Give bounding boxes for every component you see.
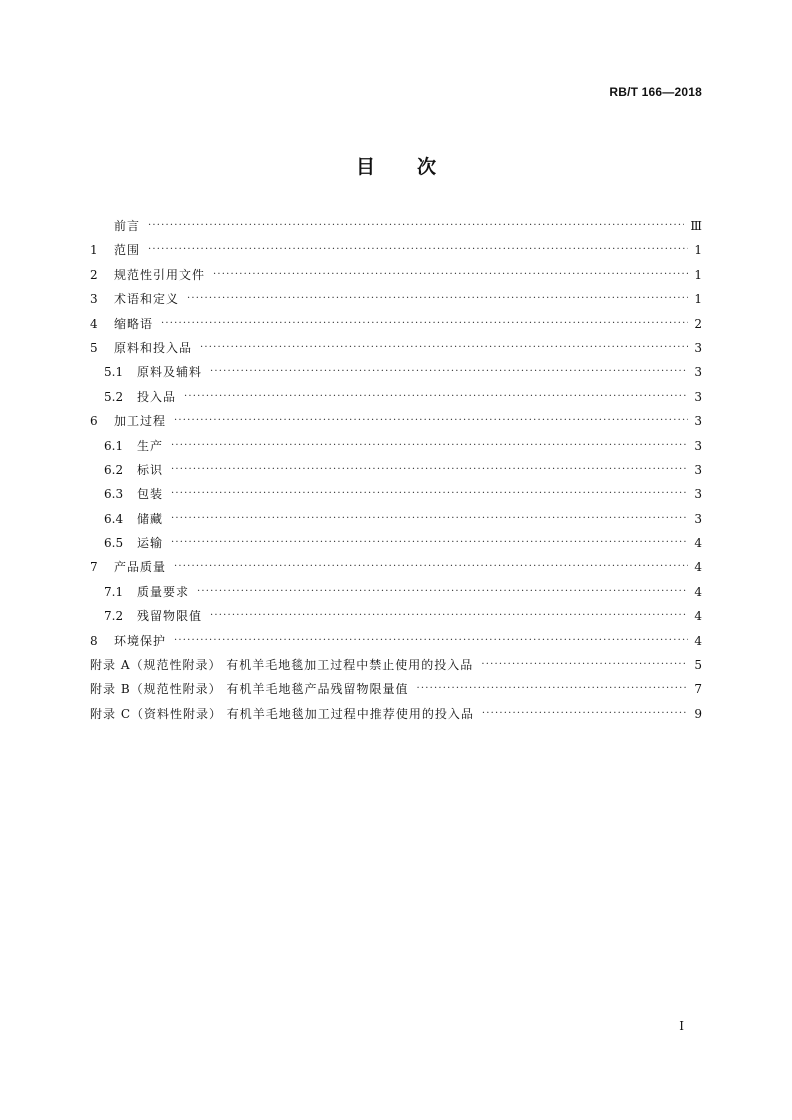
toc-leader [174,555,688,579]
toc-leader [171,531,688,555]
toc-row[interactable] [90,312,702,336]
toc-row[interactable] [90,434,702,458]
toc-label: 质量要求 [137,584,190,599]
toc-label: 投入品 [137,389,177,404]
toc-leader [187,287,688,311]
toc-page: 3 [694,438,702,453]
toc-row[interactable] [90,336,702,360]
toc-row-appendix-c[interactable] [90,702,702,726]
toc-page: 3 [694,487,702,502]
toc-leader [482,702,689,726]
toc-label: 标识 [137,462,164,477]
toc-label: 运输 [137,536,164,551]
toc-page: 1 [694,267,702,282]
toc-number: 1 [90,243,98,258]
toc-page: 4 [694,560,702,575]
toc-row[interactable] [90,531,702,555]
toc-page: 4 [694,536,702,551]
toc-row[interactable] [90,482,702,506]
toc-leader [210,604,688,628]
toc-number: 6.5 [104,536,124,551]
toc-number: 4 [90,316,98,331]
toc-label: 原料和投入品 [114,340,193,355]
toc-label: 储藏 [137,511,164,526]
toc-leader [481,653,688,677]
toc-page: 1 [694,292,702,307]
page-title: 目次 [355,156,478,178]
toc-row-appendix-b[interactable] [90,677,702,701]
toc-label: 术语和定义 [114,292,180,307]
toc-leader [171,482,688,506]
toc-label: 范围 [114,243,141,258]
toc-page: 2 [694,316,702,331]
toc-row[interactable] [90,214,702,238]
toc-row[interactable] [90,238,702,262]
toc-row[interactable] [90,287,702,311]
toc-row-appendix-a[interactable] [90,653,702,677]
toc-leader [197,580,688,604]
toc-leader [174,629,688,653]
toc-number: 5.2 [104,389,124,404]
toc-number: 7.2 [104,609,124,624]
toc-page: 3 [694,414,702,429]
toc-row[interactable] [90,385,702,409]
toc-row[interactable] [90,555,702,579]
toc-label: 环境保护 [114,633,167,648]
toc-leader [416,677,688,701]
standard-code: RB/T 166—2018 [609,85,702,99]
toc-label: 包装 [137,487,164,502]
toc-leader [161,312,688,336]
toc-number: 5.1 [104,365,124,380]
toc-number: 5 [90,340,98,355]
toc-number: 6.4 [104,511,124,526]
toc-label: 残留物限值 [137,609,203,624]
toc-label: 加工过程 [114,414,167,429]
toc-leader [210,360,688,384]
toc-page: 4 [694,584,702,599]
toc-row[interactable] [90,580,702,604]
toc-page: 7 [694,682,702,697]
toc-number: 7.1 [104,584,124,599]
toc-number: 2 [90,267,98,282]
toc-number: 6.3 [104,487,124,502]
toc-number: 8 [90,633,98,648]
page-number: I [679,1019,684,1033]
toc-label: 前言 [114,219,141,233]
toc-label: 缩略语 [114,316,154,331]
toc-page: 3 [694,511,702,526]
toc-label: 原料及辅料 [137,365,203,380]
toc-label: 附录 A（规范性附录） 有机羊毛地毯加工过程中禁止使用的投入品 [90,658,474,673]
toc-row[interactable] [90,263,702,287]
toc-page: 5 [694,658,702,673]
toc-number: 7 [90,560,98,575]
toc-page: 1 [694,243,702,258]
toc-page: 3 [694,389,702,404]
toc-leader [148,214,684,238]
toc-leader [148,238,688,262]
toc-row[interactable] [90,360,702,384]
toc-leader [200,336,688,360]
toc-number: 6.1 [104,438,124,453]
toc-page: 3 [694,340,702,355]
toc-page: Ⅲ [690,219,702,233]
toc-page: 4 [694,633,702,648]
toc-row[interactable] [90,604,702,628]
toc-row[interactable] [90,507,702,531]
toc-page: 3 [694,462,702,477]
toc-label: 规范性引用文件 [114,267,206,282]
toc-row[interactable] [90,629,702,653]
toc-label: 产品质量 [114,560,167,575]
toc-page: 4 [694,609,702,624]
toc-page: 3 [694,365,702,380]
toc-leader [184,385,688,409]
toc-number: 3 [90,292,98,307]
toc-row[interactable] [90,409,702,433]
toc-leader [171,434,688,458]
toc-label: 附录 C（资料性附录） 有机羊毛地毯加工过程中推荐使用的投入品 [90,706,474,721]
toc-leader [171,458,688,482]
toc-label: 生产 [137,438,164,453]
toc-number: 6 [90,414,98,429]
toc-page: 9 [694,706,702,721]
toc-leader [174,409,688,433]
toc-leader [213,263,688,287]
toc-number: 6.2 [104,462,124,477]
toc-leader [171,507,688,531]
table-of-contents [90,214,702,726]
toc-label: 附录 B（规范性附录） 有机羊毛地毯产品残留物限量值 [90,682,409,697]
toc-row[interactable] [90,458,702,482]
